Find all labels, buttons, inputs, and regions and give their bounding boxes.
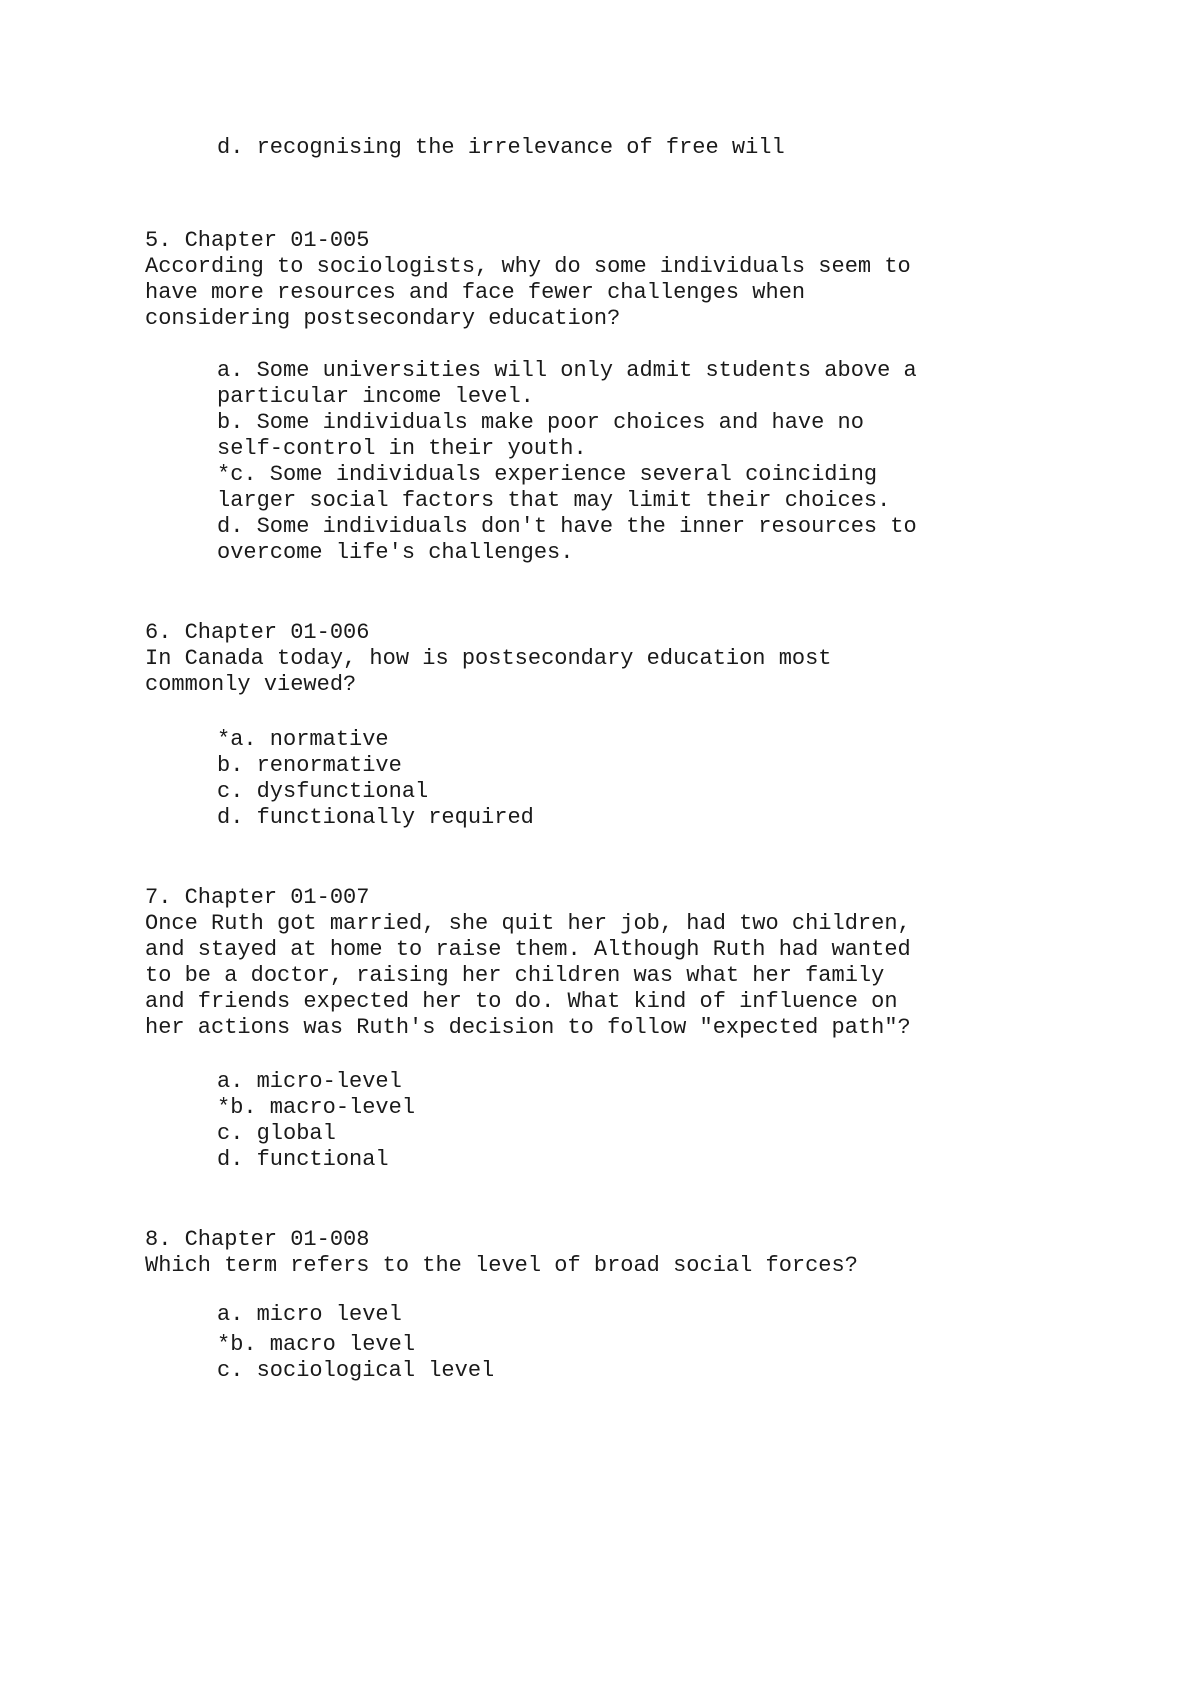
option-line: self-control in their youth. (217, 436, 587, 461)
question-stem-line: to be a doctor, raising her children was what her family (145, 963, 885, 988)
question-stem-line: and friends expected her to do. What kind of influence on (145, 989, 898, 1014)
option-line: d. functionally required (217, 805, 534, 830)
question-header: 8. Chapter 01-008 (145, 1227, 370, 1252)
question-stem-line: and stayed at home to raise them. Although Ruth had wanted (145, 937, 911, 962)
question-stem-line: considering postsecondary education? (145, 306, 621, 331)
question-stem-line: commonly viewed? (145, 672, 357, 697)
question-stem-line: her actions was Ruth's decision to follow "expected path"? (145, 1015, 911, 1040)
option-line: *b. macro-level (217, 1095, 416, 1120)
question-header: 6. Chapter 01-006 (145, 620, 370, 645)
option-line: overcome life's challenges. (217, 540, 574, 565)
option-line: c. global (217, 1121, 336, 1146)
question-stem-line: have more resources and face fewer challenges when (145, 280, 806, 305)
question-stem-line: According to sociologists, why do some individuals seem to (145, 254, 911, 279)
option-line: *a. normative (217, 727, 389, 752)
question-header: 7. Chapter 01-007 (145, 885, 370, 910)
option-line: *c. Some individuals experience several coinciding (217, 462, 878, 487)
question-stem-line: Which term refers to the level of broad social forces? (145, 1253, 858, 1278)
option-line: c. sociological level (217, 1358, 495, 1383)
option-line: particular income level. (217, 384, 534, 409)
option-line: a. Some universities will only admit students above a (217, 358, 917, 383)
option-line: b. renormative (217, 753, 402, 778)
question-stem-line: In Canada today, how is postsecondary education most (145, 646, 832, 671)
option-line: c. dysfunctional (217, 779, 429, 804)
option-line: a. micro-level (217, 1069, 402, 1094)
option-line: d. recognising the irrelevance of free will (217, 135, 785, 160)
question-stem-line: Once Ruth got married, she quit her job, had two children, (145, 911, 911, 936)
option-line: *b. macro level (217, 1332, 416, 1357)
question-header: 5. Chapter 01-005 (145, 228, 370, 253)
option-line: d. Some individuals don't have the inner resources to (217, 514, 917, 539)
option-line: d. functional (217, 1147, 389, 1172)
option-line: larger social factors that may limit their choices. (217, 488, 891, 513)
option-line: b. Some individuals make poor choices and have no (217, 410, 864, 435)
option-line: a. micro level (217, 1302, 402, 1327)
